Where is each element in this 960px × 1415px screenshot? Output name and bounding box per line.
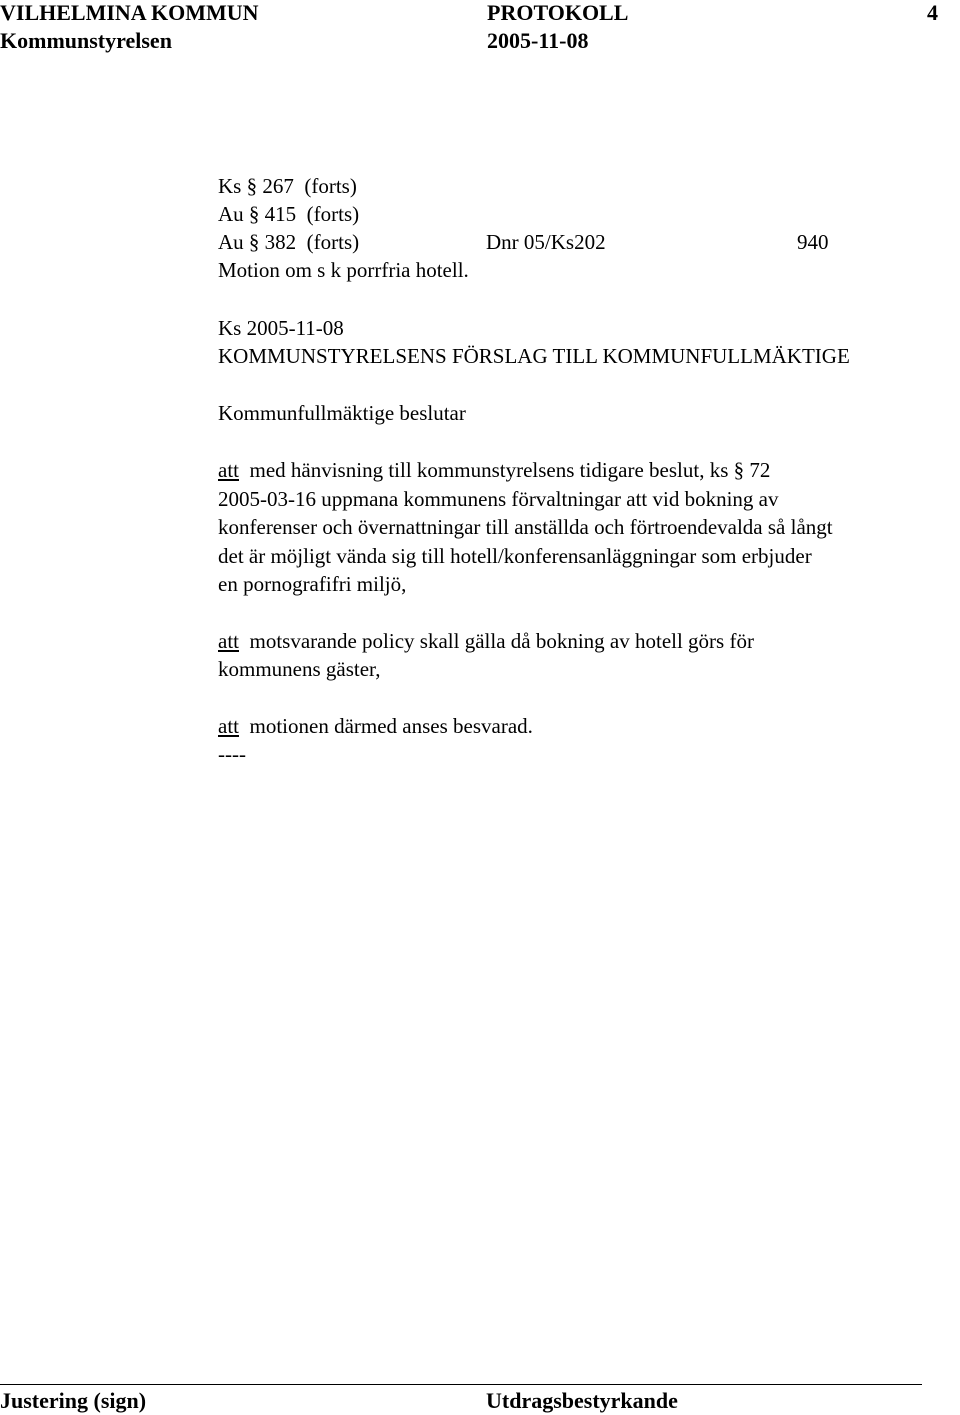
att-keyword: att — [218, 629, 239, 653]
reference-line-au-415 — [218, 200, 359, 228]
footer-utdragsbestyrkande: Utdragsbestyrkande — [486, 1388, 678, 1413]
att-keyword: att — [218, 458, 239, 482]
clause-1-line-2: 2005-03-16 uppmana kommunens förvaltningar att vid bokning av — [218, 487, 779, 511]
reference-note: (forts) — [306, 230, 360, 254]
reference-number: 415 — [264, 202, 297, 226]
reference-line-au-382 — [218, 228, 359, 256]
section-sign: § — [733, 458, 745, 482]
clause-number: 72 — [749, 458, 771, 482]
motion-title: Motion om s k porrfria hotell. — [218, 258, 469, 282]
clause-text: motsvarande policy skall gälla då bokning av hotell görs för — [249, 629, 754, 653]
clause-text: motionen därmed anses besvarad. — [249, 714, 533, 738]
footer-justering: Justering (sign) — [0, 1388, 147, 1413]
att-keyword: att — [218, 714, 239, 738]
clause-1-line-1 — [218, 456, 770, 484]
reference-number: 382 — [264, 230, 297, 254]
clause-text: med hänvisning till kommunstyrelsens tidigare beslut, ks — [249, 458, 729, 482]
footer-rule — [0, 1384, 922, 1385]
section-sign: § — [248, 202, 260, 226]
archive-code: 940 — [797, 230, 829, 254]
organization-name: VILHELMINA KOMMUN — [0, 0, 259, 25]
section-sign: § — [246, 174, 258, 198]
ks-date: Ks 2005-11-08 — [218, 316, 344, 340]
clause-1-line-4: det är möjligt vända sig till hotell/konferensanläggningar som erbjuder — [218, 544, 812, 568]
meeting-date: 2005-11-08 — [487, 28, 589, 53]
committee-name: Kommunstyrelsen — [0, 28, 172, 53]
section-sign: § — [248, 230, 260, 254]
reference-prefix: Ks — [218, 174, 242, 198]
diary-number: Dnr 05/Ks202 — [486, 230, 606, 254]
reference-prefix: Au — [218, 230, 244, 254]
document-type: PROTOKOLL — [487, 0, 629, 25]
page-number: 4 — [927, 0, 938, 25]
clause-2-line-2: kommunens gäster, — [218, 657, 381, 681]
clause-3-line-1 — [218, 712, 533, 740]
reference-note: (forts) — [304, 174, 357, 198]
end-mark: ---- — [218, 742, 246, 766]
clause-1-line-5: en pornografifri miljö, — [218, 572, 407, 596]
proposal-heading: KOMMUNSTYRELSENS FÖRSLAG TILL KOMMUNFULLMÄKTIGE — [218, 344, 850, 368]
clause-2-line-1 — [218, 627, 754, 655]
decision-intro: Kommunfullmäktige beslutar — [218, 401, 466, 425]
reference-prefix: Au — [218, 202, 244, 226]
clause-1-line-3: konferenser och övernattningar till anställda och förtroendevalda så långt — [218, 515, 833, 539]
reference-note: (forts) — [306, 202, 360, 226]
reference-number: 267 — [262, 174, 294, 198]
reference-line-ks — [218, 172, 357, 200]
